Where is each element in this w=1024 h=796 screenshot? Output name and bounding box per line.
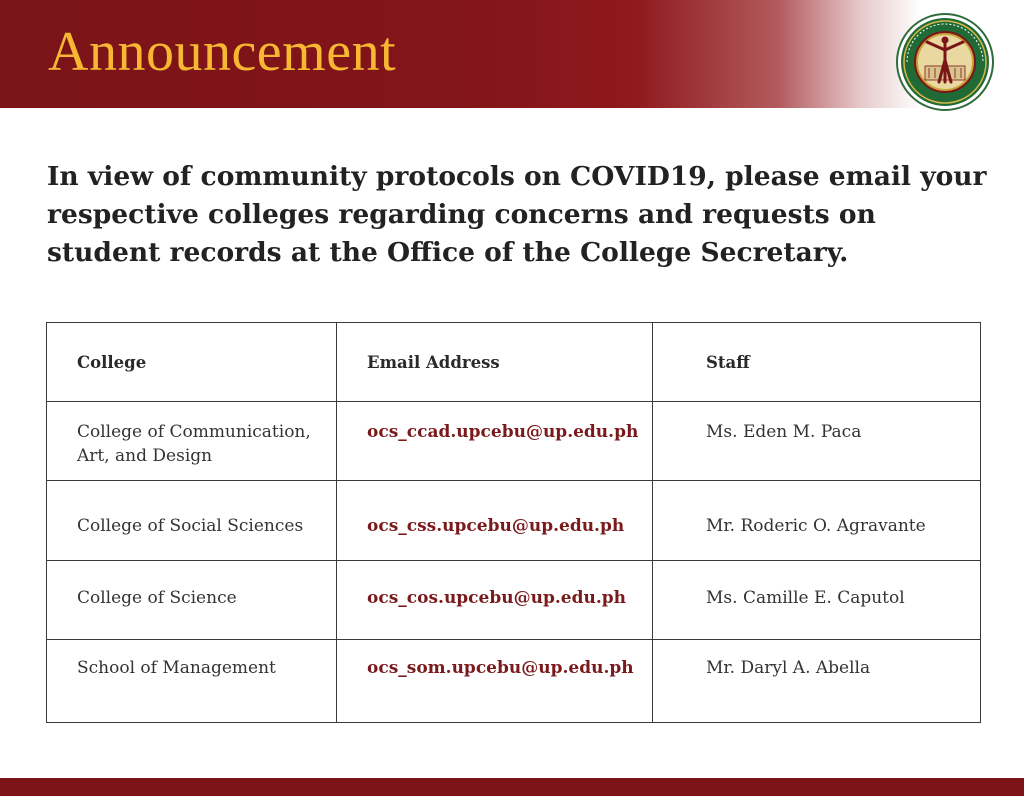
staff-name: Ms. Camille E. Caputol [653, 561, 981, 640]
footer-bar [0, 778, 1024, 796]
college-name: College of Social Sciences [47, 481, 337, 561]
page-title: Announcement [48, 21, 397, 83]
staff-name: Mr. Roderic O. Agravante [653, 481, 981, 561]
announcement-text: In view of community protocols on COVID19, please email your respective colleges regarding concerns and requests on student records at the Office of the College Secretary. [47, 161, 987, 268]
table-row [47, 640, 981, 723]
staff-name: Mr. Daryl A. Abella [653, 640, 981, 723]
email-link[interactable]: ocs_som.upcebu@up.edu.ph [337, 640, 653, 723]
email-link[interactable]: ocs_css.upcebu@up.edu.ph [337, 481, 653, 561]
college-name: College of Communication, Art, and Design [47, 402, 337, 481]
announcement-header [0, 0, 1024, 108]
column-header-college: College [47, 323, 337, 402]
college-name: College of Science [47, 561, 337, 640]
email-link[interactable]: ocs_ccad.upcebu@up.edu.ph [337, 402, 653, 481]
staff-name: Ms. Eden M. Paca [653, 402, 981, 481]
table-header-row [47, 323, 981, 402]
university-seal-icon [895, 12, 995, 112]
table-row [47, 561, 981, 640]
table-row [47, 402, 981, 481]
college-secretary-table [46, 322, 981, 723]
email-link[interactable]: ocs_cos.upcebu@up.edu.ph [337, 561, 653, 640]
college-name: School of Management [47, 640, 337, 723]
column-header-email: Email Address [337, 323, 653, 402]
column-header-staff: Staff [653, 323, 981, 402]
table-row [47, 481, 981, 561]
